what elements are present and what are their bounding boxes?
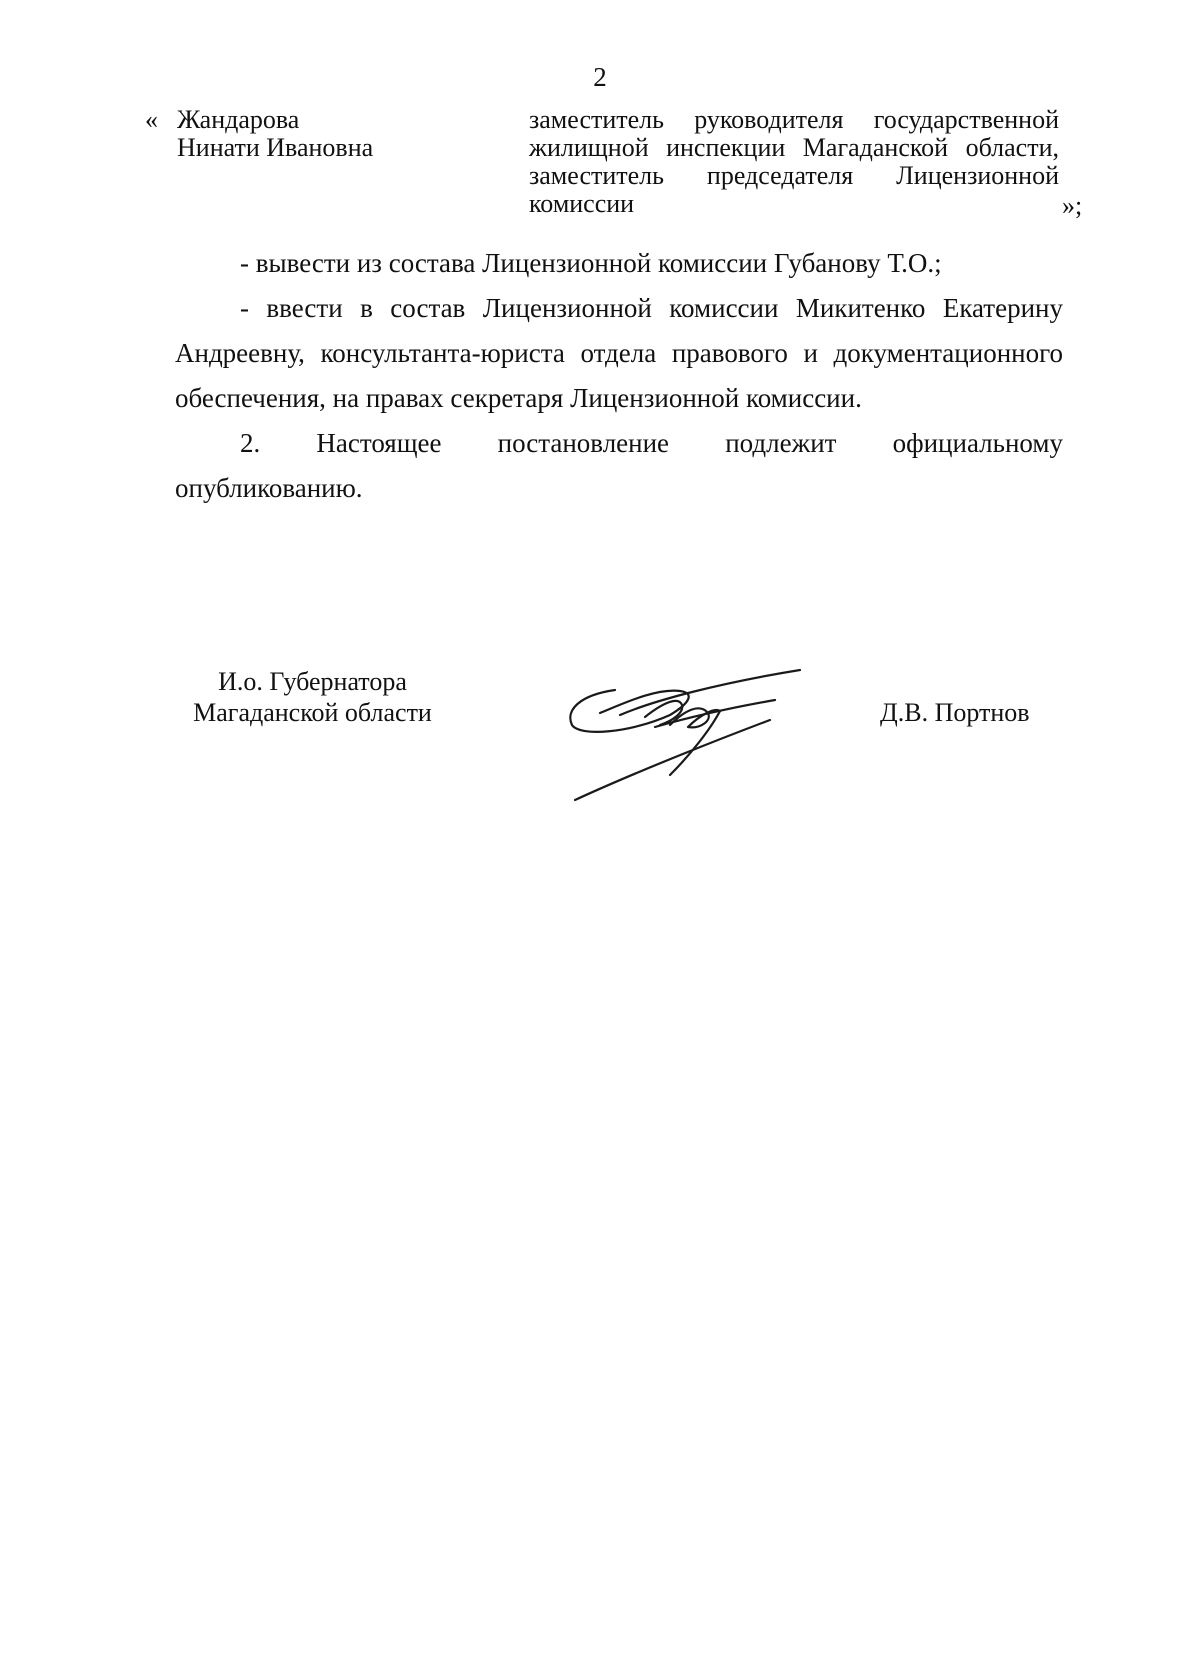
closing-quote: »; [1062,191,1083,220]
item-2-line-2: опубликованию. [175,473,363,503]
add-member-line-2: Андреевну, консультанта-юриста отдела правового и документационного [175,338,1063,368]
member-name [177,106,373,162]
signatory-title-line-1: И.о. Губернатора [218,667,407,696]
item-2-line-1: 2. Настоящее постановление подлежит официальному [240,428,1063,458]
member-surname: Жандарова [177,105,300,134]
role-line: комиссии [529,189,635,218]
opening-quote: « [145,105,158,134]
signatory-title [175,666,450,728]
member-given-names: Нинати Ивановна [177,133,374,162]
member-role [529,106,1059,218]
handwritten-signature [560,655,830,805]
remove-member-paragraph: - вывести из состава Лицензионной комиссии Губанову Т.О.; [240,248,942,278]
add-member-line-1: - ввести в состав Лицензионной комиссии Микитенко Екатерину [240,293,1063,323]
signatory-title-line-2: Магаданской области [193,698,432,727]
page-number: 2 [593,62,607,92]
role-line: заместитель руководителя государственной [529,105,1059,134]
role-line: жилищной инспекции Магаданской области, [529,133,1059,162]
role-line: заместитель председателя Лицензионной [529,161,1059,190]
commission-entry [145,106,1090,236]
signer-name: Д.В. Портнов [880,698,1030,727]
add-member-line-3: обеспечения, на правах секретаря Лицензионной комиссии. [175,383,862,413]
